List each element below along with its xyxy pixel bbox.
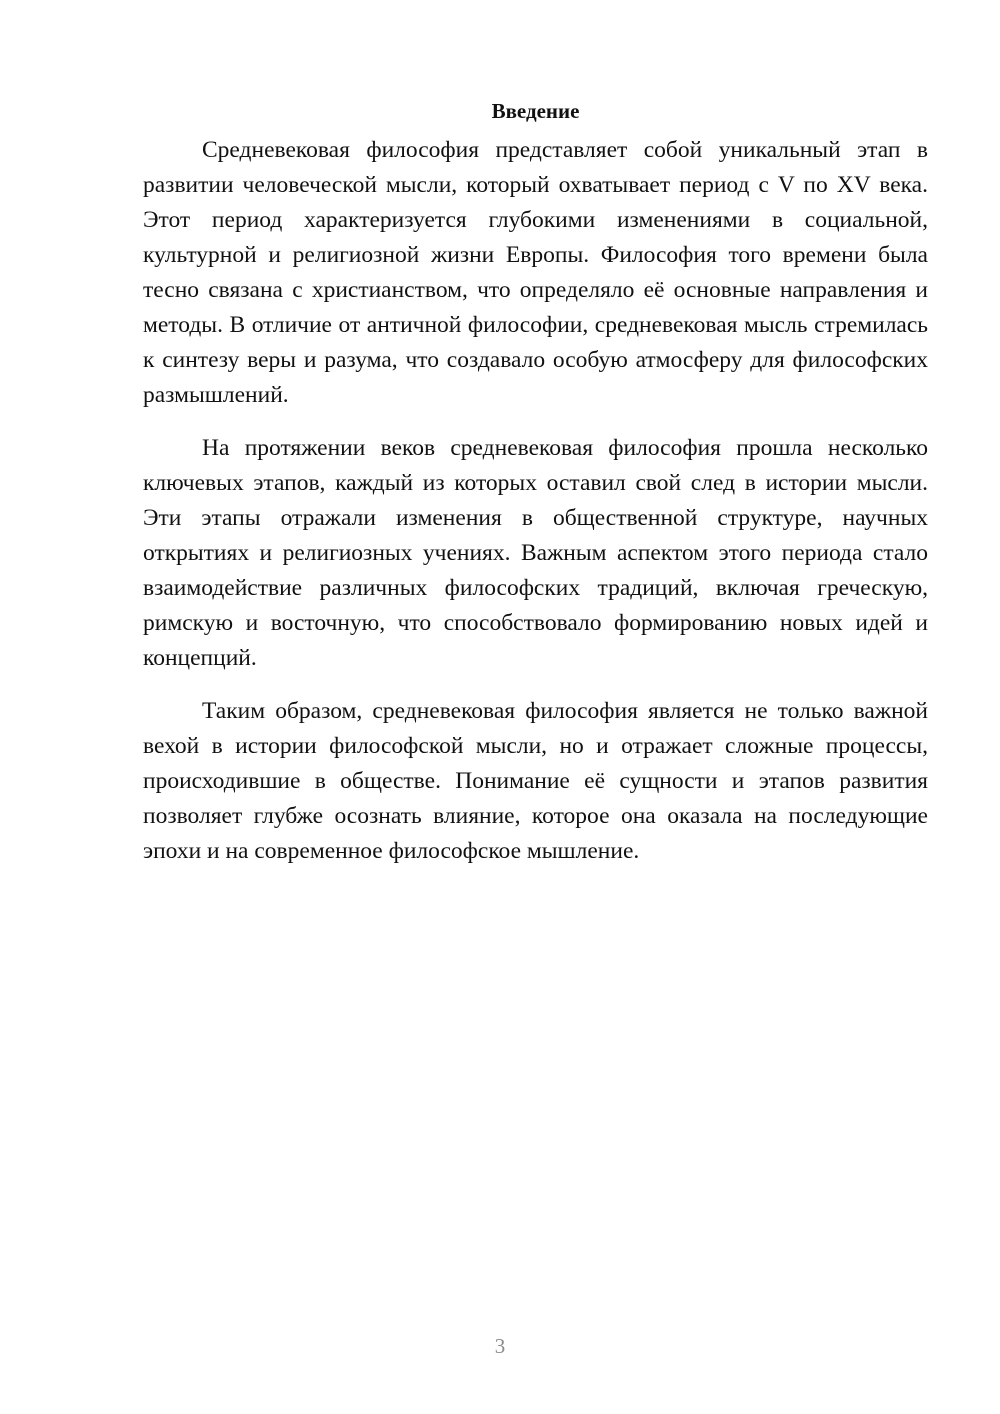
- page-number: 3: [494, 1334, 506, 1358]
- paragraph-2: На протяжении веков средневековая философия прошла несколько ключевых этапов, каждый из которых оставил свой след в истории мысли. Эти этапы отражали изменения в общественной структуре, научных открытиях и религиозных учениях. Важным аспектом этого периода стало взаимодействие различных философских традиций, включая греческую, римскую и восточную, что способствовало формированию новых идей и концепций.: [143, 435, 928, 671]
- section-title: Введение: [491, 99, 580, 123]
- paragraph-3: Таким образом, средневековая философия является не только важной вехой в истории философской мысли, но и отражает сложные процессы, происходившие в обществе. Понимание её сущности и этапов развития позволяет глубже осознать влияние, которое она оказала на последующие эпохи и на современное философское мышление.: [143, 698, 928, 864]
- page-content: [143, 96, 928, 887]
- paragraph-1: Средневековая философия представляет собой уникальный этап в развитии человеческой мысли, который охватывает период с V по XV века. Этот период характеризуется глубокими изменениями в социальной, культурной и религиозной жизни Европы. Философия того времени была тесно связана с христианством, что определяло её основные направления и методы. В отличие от античной философии, средневековая мысль стремилась к синтезу веры и разума, что создавало особую атмосферу для философских размышлений.: [143, 137, 928, 408]
